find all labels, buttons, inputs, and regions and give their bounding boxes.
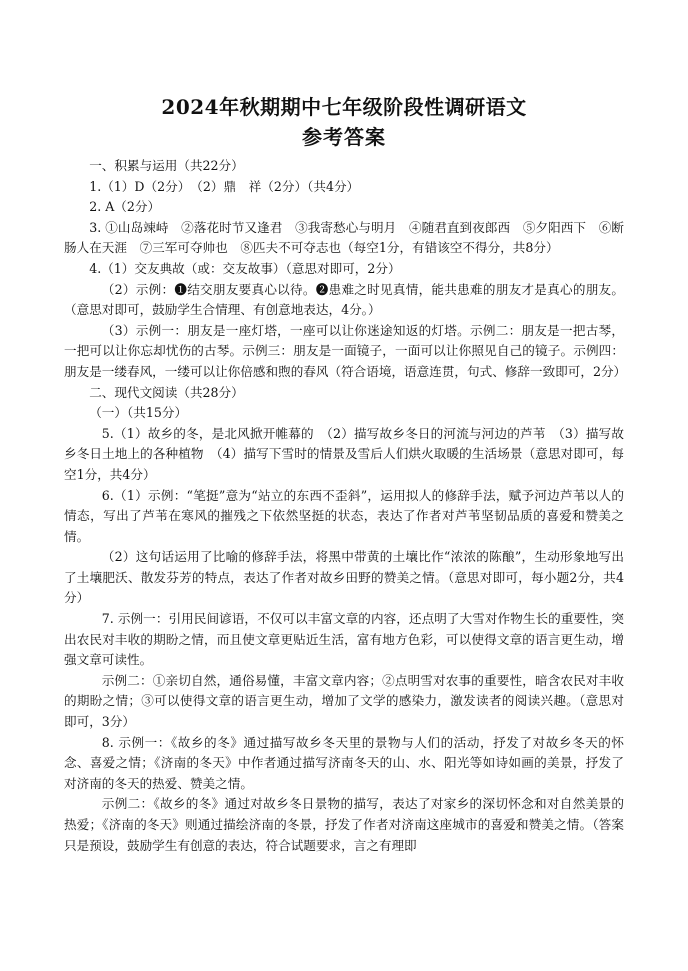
answer-paragraph: 2. A（2分） xyxy=(89,199,161,215)
answer-paragraph: 7. 示例一：引用民间谚语，不仅可以丰富文章的内容，还点明了大雪对作物生长的重要性，突出农民对丰收的期盼之情，而且使文章更贴近生活，富有地方色彩，可以使得文章的语言更生动，增强文章可读性。 xyxy=(64,611,624,668)
answer-paragraph: 一、积累与运用（共22分） xyxy=(89,158,244,173)
answer-paragraph: 6.（1）示例：“笔挺”意为“站立的东西不歪斜”，运用拟人的修辞手法，赋予河边芦苇以人的情态，写出了芦苇在寒风的摧残之下依然坚挺的状态，表达了作者对芦苇坚韧品质的喜爱和赞美之情。 xyxy=(64,487,624,544)
answer-paragraph: 1.（1）D（2分） （2）鼎 祥（2分）（共4分） xyxy=(89,178,360,194)
answer-body xyxy=(64,156,627,856)
answer-paragraph: （2）示例：❶结交朋友要真心以待。❷患难之时见真情，能共患难的朋友才是真心的朋友。（意思对即可，鼓励学生合情理、有创意地表达，4分。） xyxy=(64,281,624,318)
page-title: 2024年秋期期中七年级阶段性调研语文 xyxy=(161,95,527,119)
answer-paragraph: （3）示例一：朋友是一座灯塔，一座可以让你迷途知返的灯塔。示例二：朋友是一把古琴，一把可以让你忘却忧伤的古琴。示例三：朋友是一面镜子，一面可以让你照见自己的镜子。示例四：朋友是一缕春风，一缕可以让你倍感和煦的春风（符合语境，语意连贯，句式、修辞一致即可，2分） xyxy=(64,322,627,379)
answer-paragraph: （一）（共15分） xyxy=(89,405,188,421)
answer-paragraph: 8. 示例一：《故乡的冬》通过描写故乡冬天里的景物与人们的活动，抒发了对故乡冬天的怀念、喜爱之情；《济南的冬天》中作者通过描写济南冬天的山、水、阳光等如诗如画的美景，抒发了对济南的冬天的热爱、赞美之情。 xyxy=(64,734,624,791)
page-subtitle: 参考答案 xyxy=(302,125,386,149)
answer-paragraph: 5.（1）故乡的冬，是北风掀开帷幕的 （2）描写故乡冬日的河流与河边的芦苇 （3）描写故乡冬日土地上的各种植物 （4）描写下雪时的情景及雪后人们烘火取暖的生活场景（意思对即可，每空1分，共4分） xyxy=(64,425,624,482)
answer-paragraph: 4.（1）交友典故（或：交友故事）（意思对即可，2分） xyxy=(89,260,401,276)
answer-paragraph: 3. ①山岛竦峙 ②落花时节又逢君 ③我寄愁心与明月 ④随君直到夜郎西 ⑤夕阳西下 ⑥断肠人在天涯 ⑦三军可夺帅也 ⑧匹夫不可夺志也（每空1分，有错该空不得分，共8分） xyxy=(64,219,624,256)
answer-paragraph: 二、现代文阅读（共28分） xyxy=(89,384,244,400)
answer-paragraph: （2）这句话运用了比喻的修辞手法，将黑中带黄的土壤比作“浓浓的陈酿”，生动形象地写出了土壤肥沃、散发芬芳的特点，表达了作者对故乡田野的赞美之情。（意思对即可，每小题2分，共4分） xyxy=(64,549,624,606)
answer-paragraph: 示例二：①亲切自然，通俗易懂，丰富文章内容；②点明雪对农事的重要性，暗含农民对丰收的期盼之情；③可以使得文章的语言更生动，增加了文学的感染力，激发读者的阅读兴趣。（意思对即可，3分） xyxy=(64,672,624,730)
answer-paragraph: 示例二：《故乡的冬》通过对故乡冬日景物的描写，表达了对家乡的深切怀念和对自然美景的热爱；《济南的冬天》则通过描绘济南的冬景，抒发了作者对济南这座城市的喜爱和赞美之情。（答案只是预设，鼓励学生有创意的表达，符合试题要求，言之有理即 xyxy=(64,796,624,853)
